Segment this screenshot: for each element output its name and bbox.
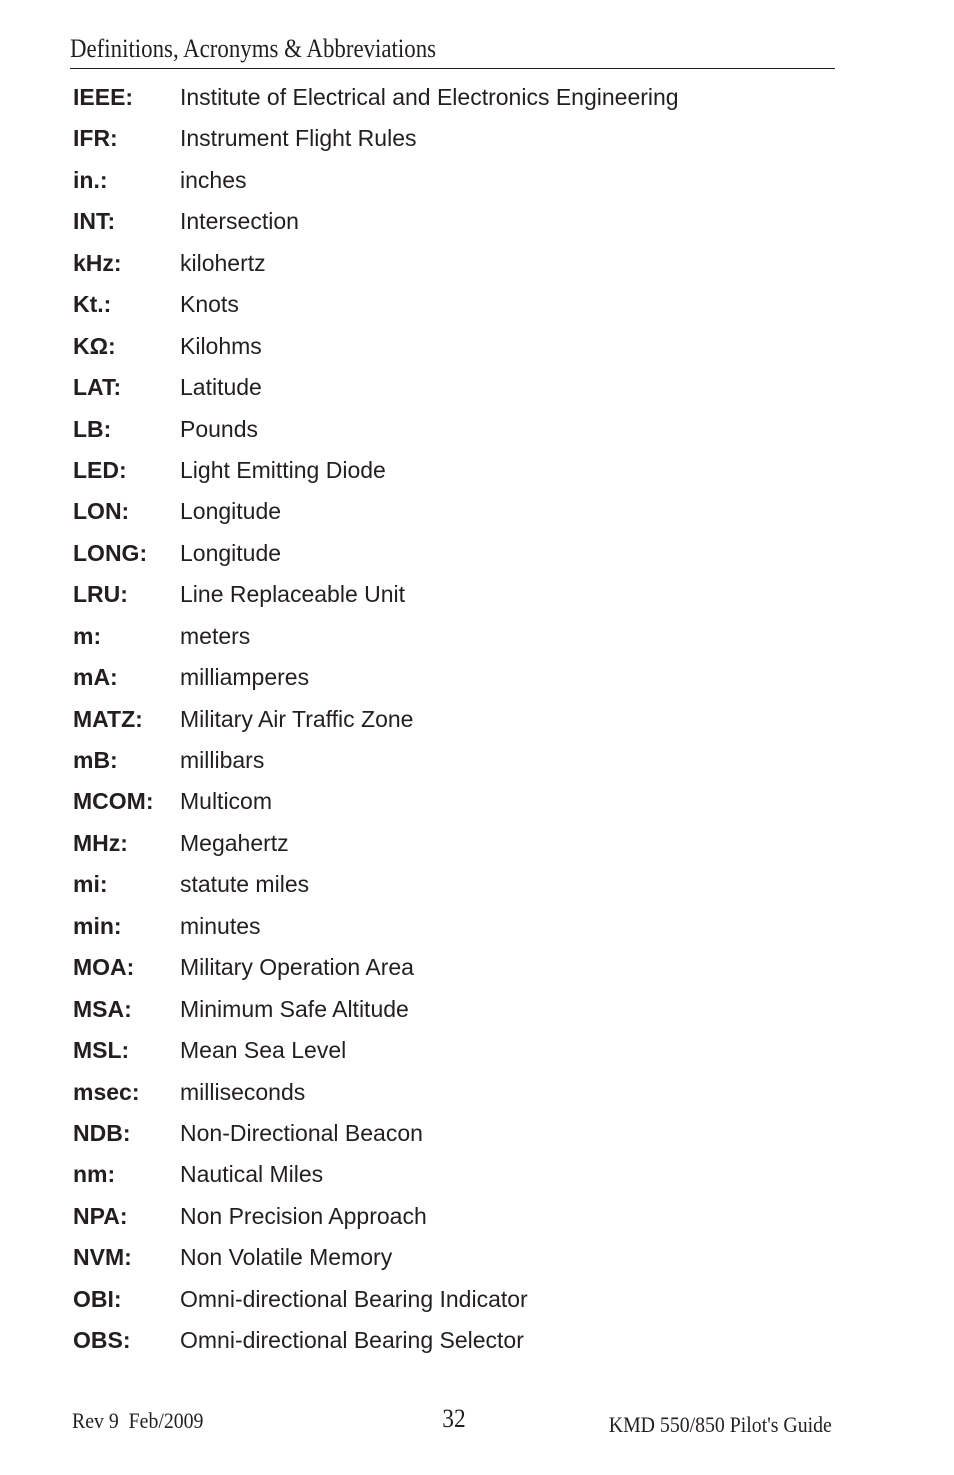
definition-row (73, 160, 833, 201)
definition-text: Kilohms (180, 332, 262, 359)
definition-text: Instrument Flight Rules (180, 125, 417, 152)
definition-text: Longitude (180, 498, 282, 525)
definition-text: Omni-directional Bearing Selector (180, 1327, 524, 1354)
definition-row (73, 657, 833, 698)
page-title: Definitions, Acronyms & Abbreviations (70, 34, 437, 63)
definition-term: LON: (73, 498, 130, 525)
definition-term: MHz: (73, 829, 128, 856)
definition-row (73, 284, 833, 325)
definition-text: Multicom (180, 788, 273, 815)
definition-text: kilohertz (180, 249, 266, 276)
definition-term: Kt.: (73, 291, 112, 318)
definition-row (73, 367, 833, 408)
definition-text: Light Emitting Diode (180, 456, 386, 483)
definition-text: statute miles (180, 871, 310, 898)
definition-text: milliamperes (180, 664, 310, 691)
definition-term: mA: (73, 664, 118, 691)
definition-term: in.: (73, 166, 108, 193)
definition-text: Pounds (180, 415, 259, 442)
definition-term: kHz: (73, 249, 122, 276)
definition-term: MSL: (73, 1037, 130, 1064)
definition-row (73, 1196, 833, 1237)
definition-row (73, 326, 833, 367)
definition-text: Military Air Traffic Zone (180, 705, 414, 732)
definition-term: IFR: (73, 125, 118, 152)
definition-row (73, 533, 833, 574)
definition-term: MATZ: (73, 705, 143, 732)
definition-row (73, 740, 833, 781)
definition-row (73, 616, 833, 657)
definition-row (73, 574, 833, 615)
definition-term: LONG: (73, 539, 148, 566)
definition-term: INT: (73, 208, 116, 235)
definition-row (73, 450, 833, 491)
definition-row (73, 699, 833, 740)
definition-text: milliseconds (180, 1078, 306, 1105)
definitions-list (73, 77, 833, 1362)
definition-row (73, 947, 833, 988)
definition-row (73, 1237, 833, 1278)
definition-term: nm: (73, 1161, 116, 1188)
definition-term: MOA: (73, 954, 135, 981)
definition-text: inches (180, 166, 247, 193)
definition-term: mi: (73, 871, 108, 898)
definition-row (73, 77, 833, 118)
definition-term: LB: (73, 415, 112, 442)
definition-term: m: (73, 622, 102, 649)
definition-term: IEEE: (73, 84, 134, 110)
definition-row (73, 491, 833, 532)
definition-term: NPA: (73, 1202, 128, 1229)
definition-text: Mean Sea Level (180, 1037, 347, 1064)
definition-row (73, 864, 833, 905)
definition-text: Military Operation Area (180, 954, 414, 981)
footer-guide-title (584, 1412, 832, 1438)
definition-text: Institute of Electrical and Electronics Engineering (180, 84, 679, 110)
definition-row (73, 1030, 833, 1071)
definition-row (73, 1154, 833, 1195)
definition-row (73, 118, 833, 159)
definition-text: millibars (180, 747, 265, 773)
definition-text: Knots (180, 291, 239, 318)
definition-term: KΩ: (73, 332, 116, 359)
definition-term: MSA: (73, 995, 132, 1022)
definition-text: Non Volatile Memory (180, 1244, 393, 1271)
page-header (70, 32, 835, 69)
definition-text: minutes (180, 912, 261, 939)
definition-term: min: (73, 912, 122, 939)
definition-term: mB: (73, 747, 118, 773)
definition-row (73, 989, 833, 1030)
definition-text: Non-Directional Beacon (180, 1119, 423, 1146)
footer-page-number (441, 1404, 467, 1434)
definition-text: Line Replaceable Unit (180, 581, 406, 608)
definition-term: msec: (73, 1078, 140, 1105)
page-number: 32 (442, 1404, 466, 1433)
definition-text: Longitude (180, 539, 282, 566)
definition-row (73, 201, 833, 242)
definition-term: NVM: (73, 1244, 132, 1271)
guide-title: KMD 550/850 Pilot's Guide (608, 1412, 832, 1437)
revision-label: Rev 9 Feb/2009 (72, 1408, 204, 1433)
definition-row (73, 781, 833, 822)
definition-row (73, 906, 833, 947)
definition-term: LAT: (73, 374, 122, 401)
definition-text: meters (180, 622, 251, 649)
definition-row (73, 243, 833, 284)
definition-term: LED: (73, 456, 127, 483)
definition-row (73, 823, 833, 864)
definition-row (73, 1279, 833, 1320)
definition-row (73, 1320, 833, 1361)
definition-term: LRU: (73, 581, 128, 608)
definition-text: Intersection (180, 208, 299, 235)
definition-text: Non Precision Approach (180, 1202, 427, 1229)
definition-text: Omni-directional Bearing Indicator (180, 1285, 528, 1312)
definition-text: Nautical Miles (180, 1161, 324, 1188)
definition-term: MCOM: (73, 788, 154, 815)
definition-text: Megahertz (180, 829, 289, 856)
definition-row (73, 409, 833, 450)
definition-text: Latitude (180, 374, 262, 401)
footer-revision (72, 1408, 218, 1434)
definition-row (73, 1113, 833, 1154)
definition-term: NDB: (73, 1119, 131, 1146)
definition-row (73, 1072, 833, 1113)
definition-term: OBS: (73, 1327, 131, 1354)
definition-text: Minimum Safe Altitude (180, 995, 409, 1022)
definition-term: OBI: (73, 1285, 122, 1312)
